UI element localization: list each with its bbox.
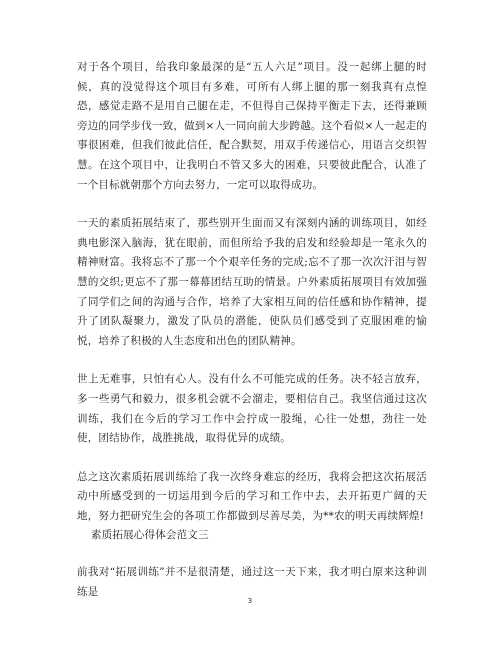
paragraph-training-summary: 一天的素质拓展结束了，那些别开生面而又有深刻内涵的训练项目，如经典电影深入脑海，犹在眼前，而但所给予我的启发和经验却是一笔永久的精神财富。我将忘不了那一个个艰辛任务的完成;忘不了那一次次汗泪与智慧的交织;更忘不了那一幕幕团结互助的情景。户外素质拓展项目有效加强了同学们之间的沟通与合作，培养了大家相互间的信任感和协作精神，提升了团队凝聚力，激发了队员的潜能，使队员们感受到了克服困难的愉悦，培养了积极的人生态度和出色的团队精神。 xyxy=(77,217,427,347)
section-heading: 素质拓展心得体会范文三 xyxy=(91,529,209,542)
document-body xyxy=(77,58,427,602)
page-number: 3 xyxy=(247,597,253,605)
paragraph-conclusion: 总之这次素质拓展训练给了我一次终身难忘的经历，我将会把这次拓展活动中所感受到的一切运用到今后的学习和工作中去，去开拓更广阔的天地，努力把研究生会的各项工作都做到尽善尽美，为**农的明天再续辉煌! xyxy=(77,470,427,522)
paragraph-five-people-six-feet: 对于各个项目，给我印象最深的是“五人六足”项目。没一起绑上腿的时候，真的没觉得这个项目有多难，可所有人绑上腿的那一刻我真有点惶恐，感觉走路不是用自己腿在走，不但得自己保持平衡走下去，还得兼顾旁边的同学步伐一致，做到×人一同向前大步跨越。这个看似×人一起走的事很困难，但我们彼此信任，配合默契，用双手传递信心，用语言交织智慧。在这个项目中，让我明白不管又多大的困难，只要彼此配合，认准了一个目标就朝那个方向去努力，一定可以取得成功。 xyxy=(77,61,427,191)
paragraph-perseverance: 世上无难事，只怕有心人。没有什么不可能完成的任务。决不轻言放弃，多一些勇气和毅力，很多机会就不会溜走，要相信自己。我坚信通过这次训练，我们在今后的学习工作中会拧成一股绳，心往一处想，劲往一处使，团结协作，战胜挑战，取得优异的成绩。 xyxy=(77,373,427,445)
paragraph-next-essay-start: 前我对“拓展训练”并不是很清楚，通过这一天下来，我才明白原来这种训练是 xyxy=(77,566,427,598)
